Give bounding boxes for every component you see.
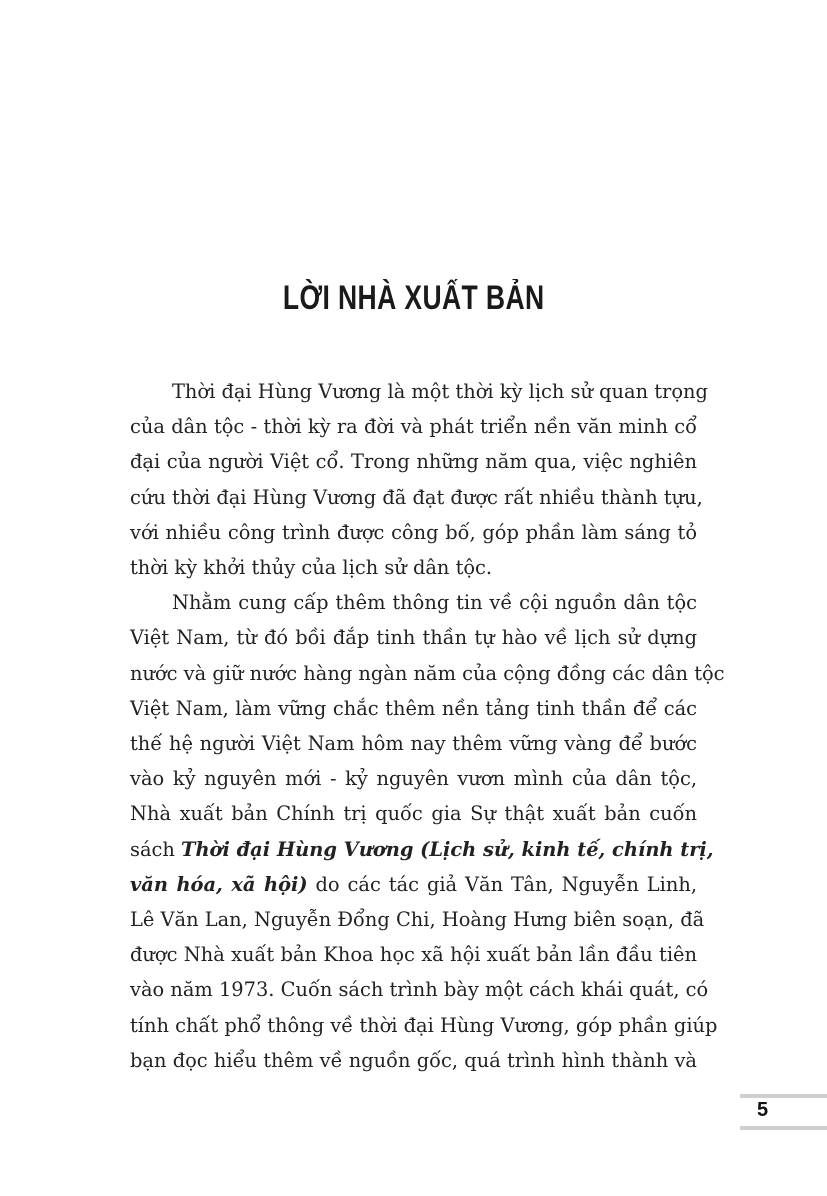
text-line	[130, 835, 714, 865]
text-line	[130, 870, 697, 900]
text-line	[130, 905, 705, 935]
text-line	[172, 377, 708, 407]
text-segment: nước và giữ nước hàng ngàn năm của cộng đồng các dân tộc	[130, 662, 725, 685]
text-line	[130, 1046, 697, 1076]
text-segment: Nhà xuất bản Chính trị quốc gia Sự thật xuất bản cuốn	[130, 802, 697, 825]
text-segment: tính chất phổ thông về thời đại Hùng Vương, góp phần giúp	[130, 1014, 718, 1037]
text-line	[130, 412, 697, 442]
text-line	[172, 588, 697, 618]
text-line	[130, 1011, 718, 1041]
text-segment: thế hệ người Việt Nam hôm nay thêm vững vàng để bước	[130, 732, 697, 755]
text-line	[130, 729, 697, 759]
book-title-emphasis: văn hóa, xã hội)	[130, 873, 308, 896]
book-title-emphasis: Thời đại Hùng Vương (Lịch sử, kinh tế, chính trị,	[181, 838, 714, 861]
text-line	[130, 975, 709, 1005]
text-segment: cứu thời đại Hùng Vương đã đạt được rất nhiều thành tựu,	[130, 486, 703, 509]
text-line	[130, 483, 703, 513]
text-segment: đại của người Việt cổ. Trong những năm qua, việc nghiên	[130, 450, 697, 473]
text-segment: với nhiều công trình được công bố, góp phần làm sáng tỏ	[130, 521, 697, 544]
heading-text: LỜI NHÀ XUẤT BẢN	[282, 279, 545, 317]
page-number-bottom-rule	[740, 1126, 827, 1130]
page-number-top-rule	[740, 1094, 827, 1098]
text-line	[130, 940, 697, 970]
text-segment: vào năm 1973. Cuốn sách trình bày một cách khái quát, có	[130, 978, 709, 1001]
text-segment: được Nhà xuất bản Khoa học xã hội xuất bản lần đầu tiên	[130, 943, 697, 966]
text-segment: Nhằm cung cấp thêm thông tin về cội nguồn dân tộc	[172, 591, 697, 614]
text-segment: của dân tộc - thời kỳ ra đời và phát triển nền văn minh cổ	[130, 415, 697, 438]
page-heading	[0, 279, 827, 318]
text-segment: sách	[130, 838, 182, 861]
page-number: 5	[757, 1099, 769, 1121]
text-line	[130, 447, 697, 477]
text-segment: Thời đại Hùng Vương là một thời kỳ lịch sử quan trọng	[172, 380, 708, 403]
text-segment: Việt Nam, làm vững chắc thêm nền tảng tinh thần để các	[130, 697, 697, 720]
text-segment: Việt Nam, từ đó bồi đắp tinh thần tự hào về lịch sử dựng	[130, 626, 697, 649]
text-line	[130, 694, 697, 724]
text-line	[130, 553, 697, 583]
text-line	[130, 799, 697, 829]
text-segment: vào kỷ nguyên mới - kỷ nguyên vươn mình của dân tộc,	[130, 767, 697, 790]
text-segment: bạn đọc hiểu thêm về nguồn gốc, quá trình hình thành và	[130, 1049, 697, 1072]
text-line	[130, 659, 725, 689]
text-line	[130, 623, 697, 653]
text-segment: Lê Văn Lan, Nguyễn Đổng Chi, Hoàng Hưng biên soạn, đã	[130, 908, 705, 931]
text-segment: do các tác giả Văn Tân, Nguyễn Linh,	[307, 873, 697, 896]
text-line	[130, 764, 697, 794]
text-segment: thời kỳ khởi thủy của lịch sử dân tộc.	[130, 556, 493, 579]
text-line	[130, 518, 697, 548]
